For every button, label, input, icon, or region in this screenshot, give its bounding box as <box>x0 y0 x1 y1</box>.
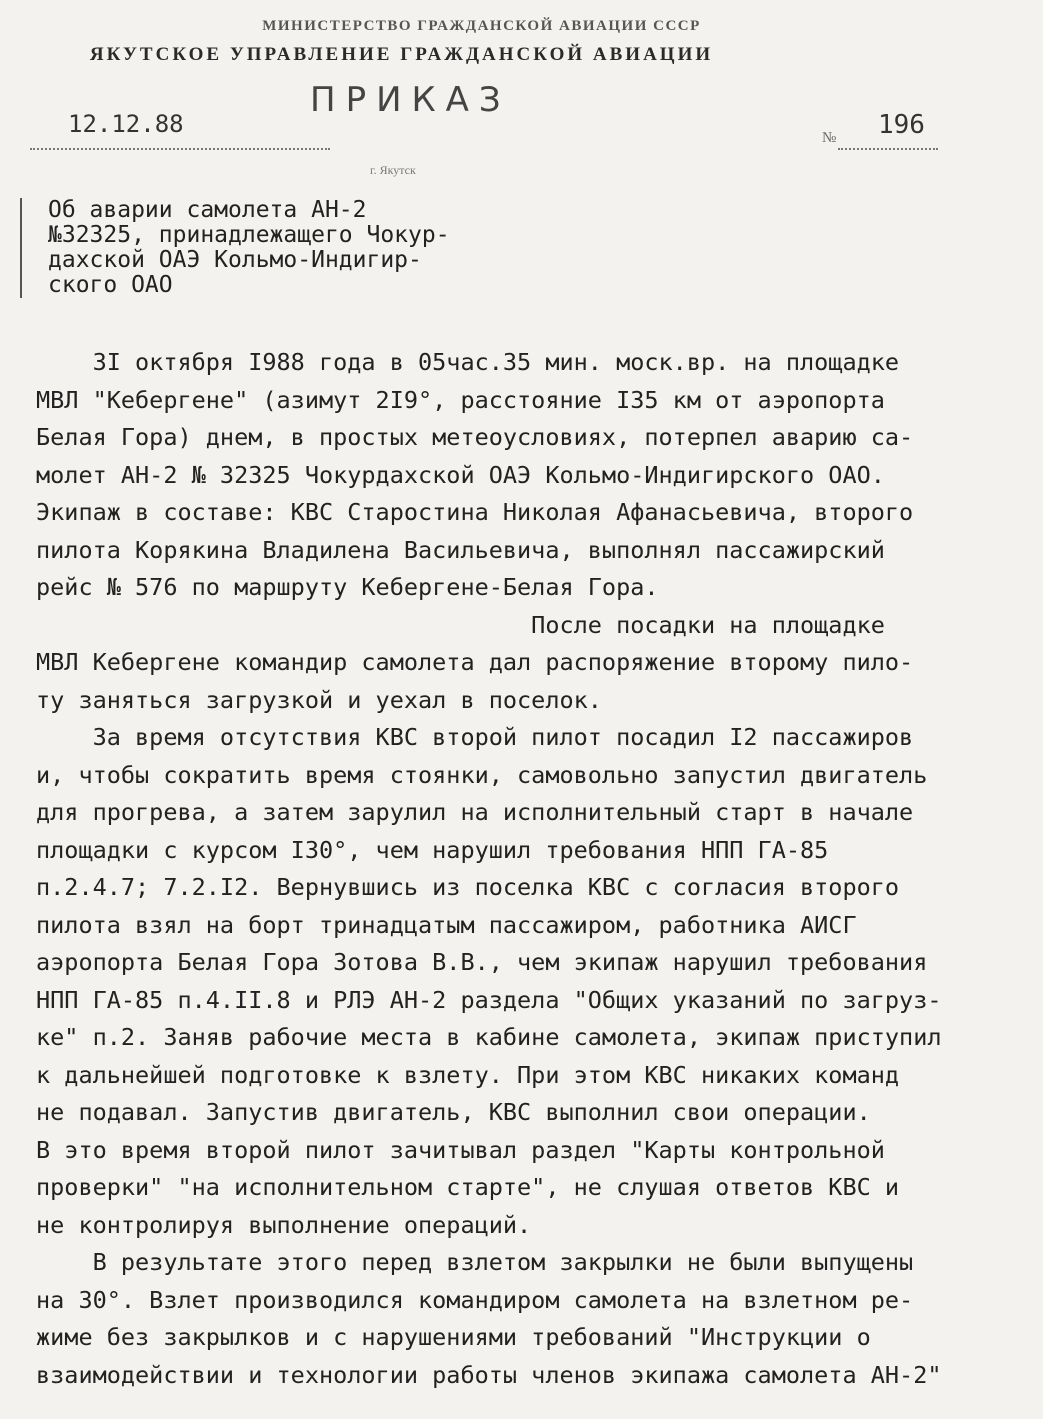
number-underline <box>838 148 938 150</box>
body-text-line: 3I октября I988 года в 05час.35 мин. моск.вр. на площадке <box>36 348 900 376</box>
body-text-line: площадки с курсом I30°, чем нарушил требования НПП ГА-85 <box>36 835 829 864</box>
body-text-line: В это время второй пилот зачитывал раздел "Карты контрольной <box>36 1135 885 1164</box>
body-text-line: МВЛ Кебергене командир самолета дал распоряжение второму пило- <box>36 648 914 676</box>
body-text-line: пилота Корякина Владилена Васильевича, выполнял пассажирский <box>36 535 885 564</box>
body-text-line: на 30°. Взлет производился командиром самолета на взлетном ре- <box>36 1285 914 1314</box>
date-underline <box>30 148 330 150</box>
body-text-line: МВЛ "Кебергене" (азимут 2I9°, расстояние I35 км от аэропорта <box>36 385 885 414</box>
directorate-heading: ЯКУТСКОЕ УПРАВЛЕНИЕ ГРАЖДАНСКОЙ АВИАЦИИ <box>89 44 714 65</box>
body-text-line: проверки" "на исполнительном старте", не слушая ответов КВС и <box>36 1173 900 1201</box>
ministry-heading: МИНИСТЕРСТВО ГРАЖДАНСКОЙ АВИАЦИИ СССР <box>262 18 701 34</box>
body-text-line: Экипаж в составе: КВС Старостина Николая Афанасьевича, второго <box>36 498 914 526</box>
body-text-line: За время отсутствия КВС второй пилот посадил I2 пассажиров <box>36 723 914 751</box>
body-text-line: ке" п.2. Заняв рабочие места в кабине самолета, экипаж приступил <box>36 1023 942 1051</box>
body-text-line: взаимодействии и технологии работы членов экипажа самолета АН-2" <box>36 1360 942 1389</box>
body-text-line: не контролируя выполнение операций. <box>36 1210 532 1239</box>
body-text-line: аэропорта Белая Гора Зотова В.В., чем экипаж нарушил требования <box>36 948 928 976</box>
order-body <box>36 344 1011 1394</box>
body-text-line: молет АН-2 № 32325 Чокурдахской ОАЭ Кольмо-Индигирского ОАО. <box>36 460 885 489</box>
body-text-line: п.2.4.7; 7.2.I2. Вернувшись из поселка КВС с согласия второго <box>36 873 900 901</box>
subject-line: Об аварии самолета АН-2 <box>48 197 367 223</box>
body-text-line: НПП ГА-85 п.4.II.8 и РЛЭ АН-2 раздела "Общих указаний по загруз- <box>36 985 942 1014</box>
body-text-line: не подавал. Запустив двигатель, КВС выполнил свои операции. <box>36 1098 871 1126</box>
body-text-line: ту заняться загрузкой и уехал в поселок. <box>36 685 602 714</box>
body-text-line: и, чтобы сократить время стоянки, самовольно запустил двигатель <box>36 760 928 789</box>
body-text-line: к дальнейшей подготовке к взлету. При этом КВС никаких команд <box>36 1060 900 1089</box>
number-sign: № <box>822 130 837 146</box>
order-date: 12.12.88 <box>68 110 184 138</box>
body-text-line: Белая Гора) днем, в простых метеоусловиях, потерпел аварию са- <box>36 423 914 451</box>
subject-line: №32325, принадлежащего Чокур- <box>48 222 450 248</box>
body-text-line: жиме без закрылков и с нарушениями требований "Инструкции о <box>36 1323 871 1351</box>
issue-place: г. Якутск <box>370 163 416 177</box>
body-text-line: В результате этого перед взлетом закрылки не были выпущены <box>36 1248 914 1276</box>
order-subject <box>20 198 450 298</box>
body-text-line: рейс № 576 по маршруту Кебергене-Белая Гора. <box>36 573 659 601</box>
document-type-title: ПРИКАЗ <box>310 80 511 120</box>
body-text-line: После посадки на площадке <box>36 610 885 639</box>
subject-line: ского ОАО <box>48 272 173 298</box>
body-text-line: для прогрева, а затем зарулил на исполнительный старт в начале <box>36 798 914 826</box>
order-number: 196 <box>878 110 925 140</box>
body-text-line: пилота взял на борт тринадцатым пассажиром, работника АИСГ <box>36 910 857 939</box>
subject-line: дахской ОАЭ Кольмо-Индигир- <box>48 247 422 273</box>
